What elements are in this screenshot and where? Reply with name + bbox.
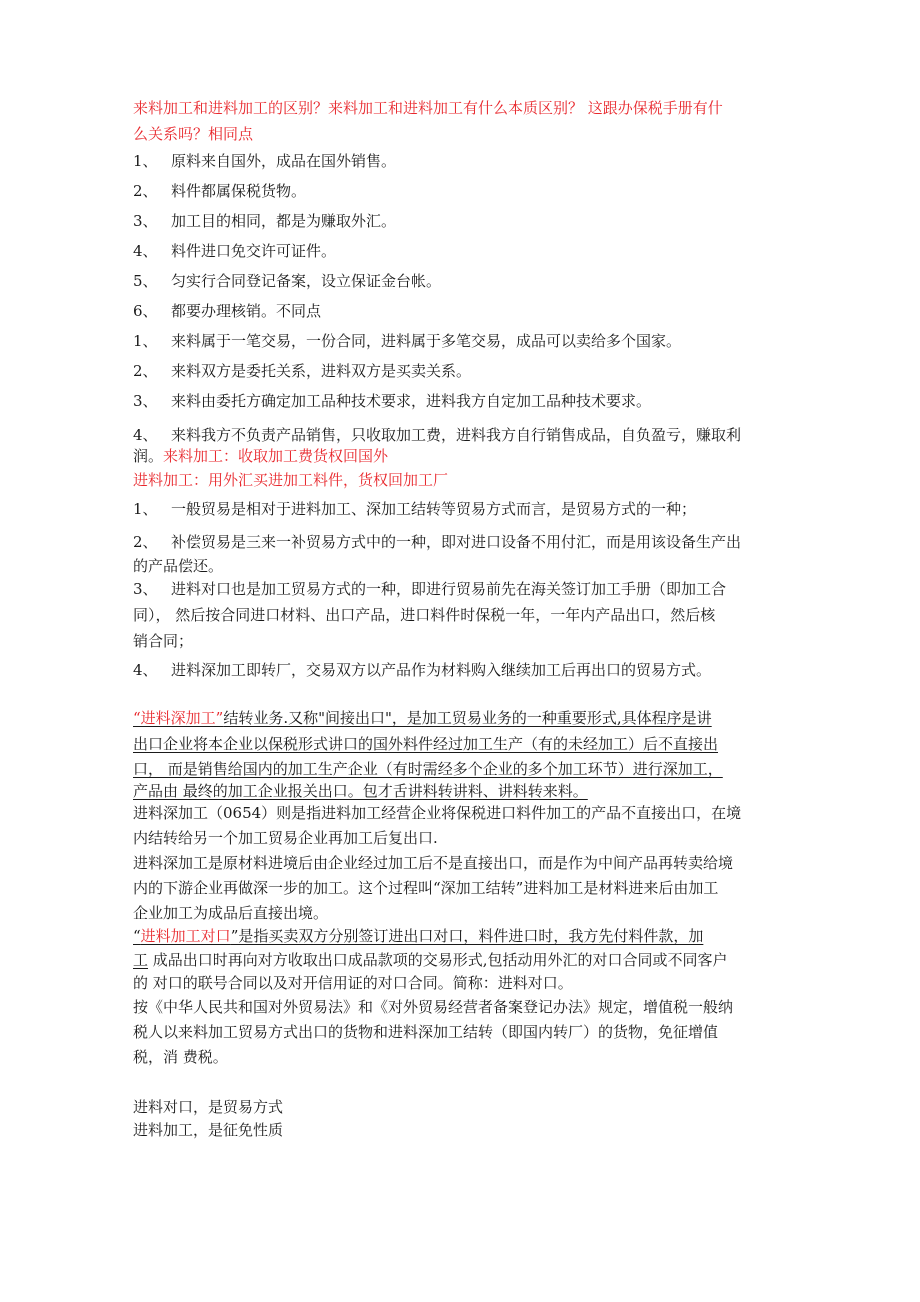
deep-explain-line-1: 进料深加工是原材料进境后由企业经过加工后不是直接出口，而是作为中间产品再转卖给境 xyxy=(133,854,734,872)
definition-jinliao: 进料加工：用外汇买进加工料件，货权回加工厂 xyxy=(133,471,449,489)
list-text: 加工目的相同，都是为赚取外汇。 xyxy=(171,212,397,230)
counter-import-line-2 xyxy=(133,950,728,970)
deep-processing-line-4: 产品由 最终的加工企业报关出口。包才舌讲料转讲料、讲料转来料。 xyxy=(133,782,588,800)
diff-point-1 xyxy=(133,331,681,351)
code-0654-line-1: 进料深加工（0654）则是指进料加工经营企业将保税进口料件加工的产品不直接出口，在境 xyxy=(133,804,742,822)
trade-point-3-cont-1: 同）， 然后按合同进口材料、出口产品，进口料件时保税一年，一年内产品出口，然后核 xyxy=(133,606,716,624)
trade-point-2 xyxy=(133,532,741,552)
summary-line-2: 进料加工，是征免性质 xyxy=(133,1121,284,1139)
list-number: 4、 xyxy=(133,242,158,260)
same-point-3 xyxy=(133,211,396,231)
diff-point-3 xyxy=(133,391,651,411)
deep-processing-line-1 xyxy=(133,708,712,728)
list-number: 5、 xyxy=(133,272,158,290)
list-text: 来料我方不负责产品销售，只收取加工费，进料我方自行销售成品，自负盈亏，赚取利 xyxy=(171,426,742,444)
list-text: 料件进口免交许可证件。 xyxy=(171,242,337,260)
list-number: 2、 xyxy=(133,533,158,551)
list-text: 都要办理核销。不同点 xyxy=(171,302,322,320)
list-number: 1、 xyxy=(133,152,158,170)
term-counter-import: 进料加工对口 xyxy=(140,927,231,945)
list-text: 原料来自国外，成品在国外销售。 xyxy=(171,152,397,170)
same-point-2 xyxy=(133,181,306,201)
list-number: 1、 xyxy=(133,500,158,518)
law-line-2: 税人以来料加工贸易方式出口的货物和进料深加工结转（即国内转厂）的货物，免征增值 xyxy=(133,1023,719,1041)
paragraph-text: 结转业务.又称"间接出口"，是加工贸易业务的一种重要形式,具体程序是讲 xyxy=(223,709,712,727)
paragraph-text: ”是指买卖双方分别签订进出口对口，料件进口时，我方先付料件款，加 xyxy=(230,927,704,945)
law-line-1: 按《中华人民共和国对外贸易法》和《对外贸易经营者备案登记办法》规定，增值税一般纳 xyxy=(133,998,734,1016)
list-text: 来料由委托方确定加工品种技术要求，进料我方自定加工品种技术要求。 xyxy=(171,392,652,410)
list-text: 润。 xyxy=(133,447,164,465)
trade-point-2-cont: 的产品偿还。 xyxy=(133,557,224,575)
underlined-text: 工 xyxy=(133,951,149,969)
paragraph-text: 成品出口时再向对方收取出口成品款项的交易形式,包括动用外汇的对口合同或不同客户 xyxy=(148,951,728,969)
list-number: 4、 xyxy=(133,661,158,679)
same-point-1 xyxy=(133,151,396,171)
trade-point-3 xyxy=(133,579,726,599)
term-deep-processing: “进料深加工” xyxy=(133,709,224,727)
deep-processing-line-2: 出口企业将本企业以保税形式讲口的国外料件经过加工生产（有的未经加工）后不直接出 xyxy=(133,735,719,753)
list-number: 1、 xyxy=(133,332,158,350)
list-number: 4、 xyxy=(133,426,158,444)
title-line-2: 么关系吗？相同点 xyxy=(133,125,254,143)
counter-import-line-1 xyxy=(133,926,703,946)
list-text: 一般贸易是相对于进料加工、深加工结转等贸易方式而言，是贸易方式的一种； xyxy=(171,500,697,518)
list-number: 6、 xyxy=(133,302,158,320)
deep-explain-line-2: 内的下游企业再做深一步的加工。这个过程叫“深加工结转”进料加工是材料进来后由加工 xyxy=(133,879,719,897)
same-point-5 xyxy=(133,271,441,291)
trade-point-3-cont-2: 销合同； xyxy=(133,632,194,650)
same-point-4 xyxy=(133,241,336,261)
list-number: 2、 xyxy=(133,182,158,200)
list-number: 2、 xyxy=(133,362,158,380)
summary-line-1: 进料对口，是贸易方式 xyxy=(133,1098,284,1116)
list-number: 3、 xyxy=(133,212,158,230)
deep-explain-line-3: 企业加工为成品后直接出境。 xyxy=(133,904,329,922)
trade-point-4 xyxy=(133,660,711,680)
list-number: 3、 xyxy=(133,580,158,598)
list-text: 进料深加工即转厂，交易双方以产品作为材料购入继续加工后再出口的贸易方式。 xyxy=(171,661,712,679)
trade-point-1 xyxy=(133,499,696,519)
title-line-1: 来料加工和进料加工的区别？来料加工和进料加工有什么本质区别？ 这跟办保税手册有什 xyxy=(133,99,723,117)
diff-point-4-cont xyxy=(133,446,388,466)
list-text: 料件都属保税货物。 xyxy=(171,182,307,200)
list-text: 匀实行合同登记备案，设立保证金台帐。 xyxy=(171,272,442,290)
diff-point-2 xyxy=(133,361,471,381)
counter-import-line-3: 的 对口的联号合同以及对开信用证的对口合同。简称：进料对口。 xyxy=(133,974,573,992)
code-0654-line-2: 内结转给另一个加工贸易企业再加工后复出口. xyxy=(133,829,438,847)
definition-lailiao: 来料加工：收取加工费货权回国外 xyxy=(163,447,389,465)
list-number: 3、 xyxy=(133,392,158,410)
list-text: 补偿贸易是三来一补贸易方式中的一种，即对进口设备不用付汇，而是用该设备生产出 xyxy=(171,533,742,551)
list-text: 来料属于一笔交易，一份合同，进料属于多笔交易，成品可以卖给多个国家。 xyxy=(171,332,682,350)
quote-open: “ xyxy=(133,927,141,945)
law-line-3: 税，消 费税。 xyxy=(133,1048,228,1066)
list-text: 来料双方是委托关系，进料双方是买卖关系。 xyxy=(171,362,472,380)
deep-processing-line-3: 口， 而是销售给国内的加工生产企业（有时需经多个企业的多个加工环节）进行深加工， xyxy=(133,760,723,778)
list-text: 进料对口也是加工贸易方式的一种，即进行贸易前先在海关签订加工手册（即加工合 xyxy=(171,580,727,598)
diff-point-4 xyxy=(133,425,741,445)
same-point-6 xyxy=(133,301,321,321)
